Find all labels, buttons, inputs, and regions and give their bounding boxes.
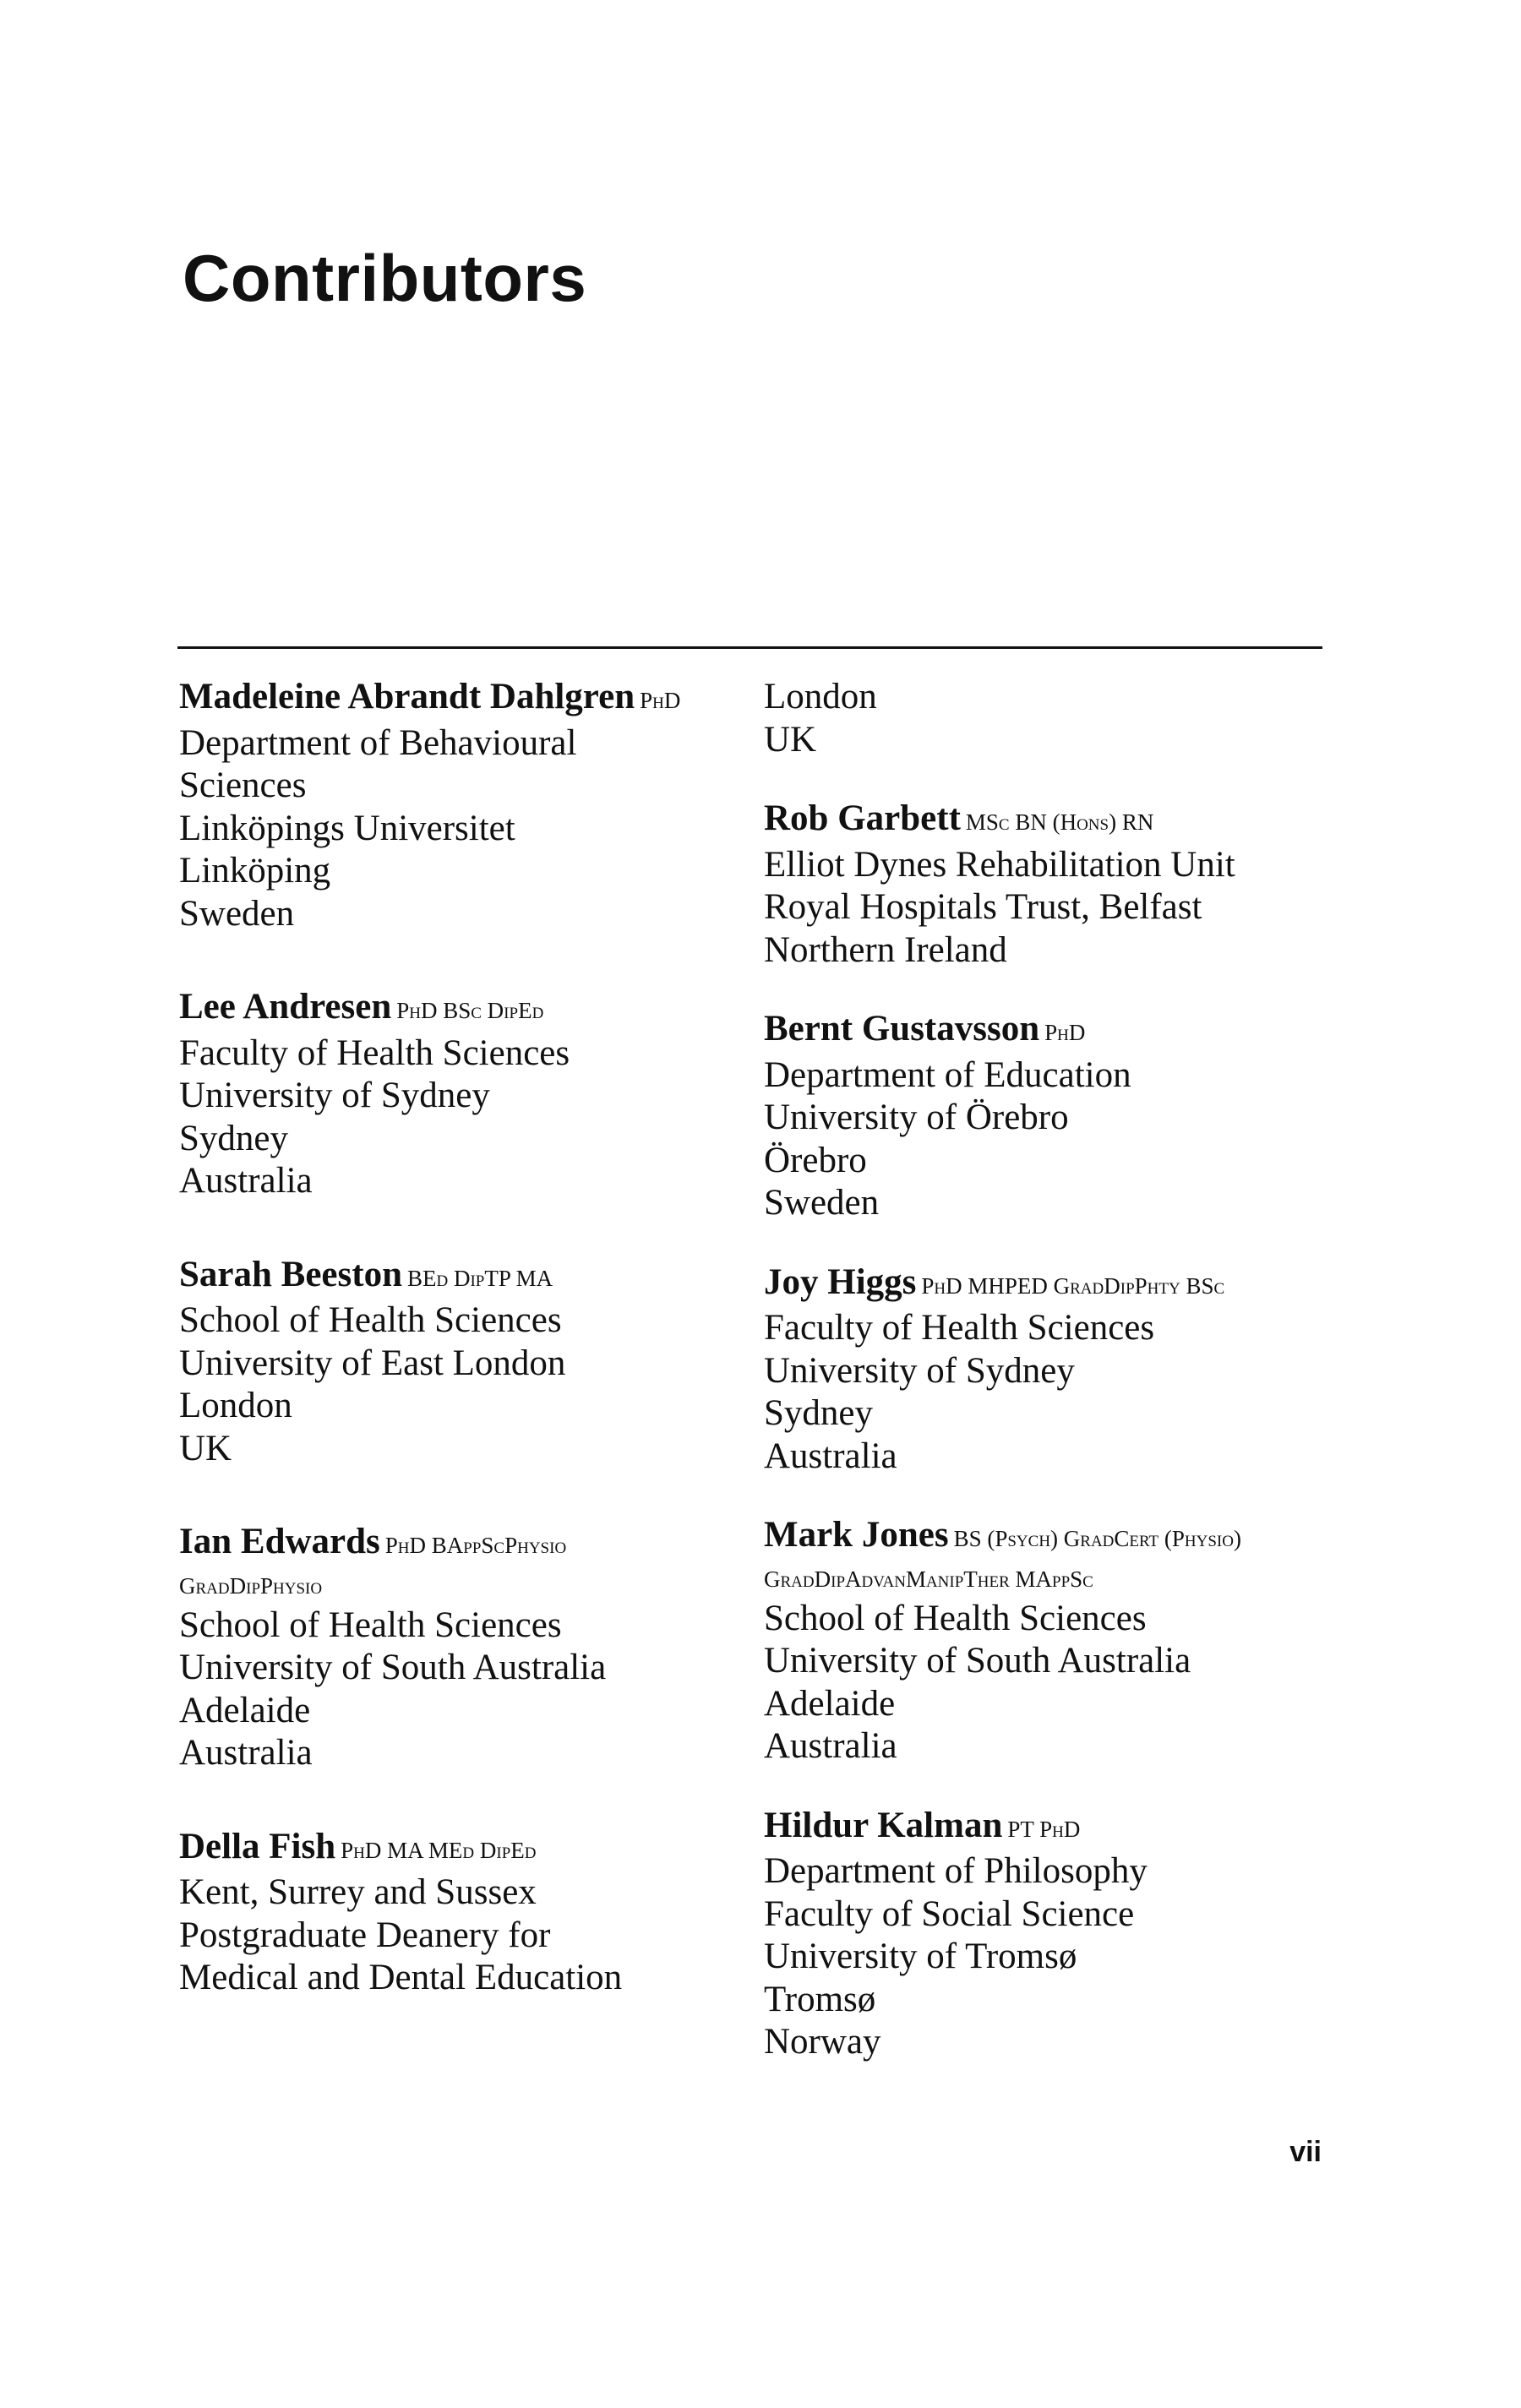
continued-affiliation	[764, 676, 1347, 761]
affiliation-line: Australia	[764, 1436, 897, 1476]
contributor-heading	[764, 1261, 1347, 1308]
contributor-name: Joy Higgs	[764, 1261, 917, 1302]
contributor-entry	[764, 1514, 1347, 1768]
contributor-qualifications: BS (Psych) GradCert (Physio)	[953, 1526, 1241, 1551]
affiliation-line: University of Tromsø	[764, 1937, 1077, 1976]
contributor-name: Ian Edwards	[179, 1522, 380, 1561]
contributor-name: Rob Garbett	[764, 798, 961, 838]
affiliation-line: Norway	[764, 2022, 881, 2062]
contributor-qualifications: PT PhD	[1007, 1816, 1081, 1842]
contributor-qualifications-continued: GradDipPhysio	[179, 1572, 323, 1599]
contributor-heading	[179, 1826, 762, 1872]
contributor-entry	[179, 1826, 762, 2000]
affiliation-line: Linköpings Universitet	[179, 808, 515, 848]
contributor-heading	[179, 1521, 762, 1567]
contributor-entry	[764, 798, 1347, 972]
contributors-right-column	[764, 676, 1347, 2064]
affiliation-line: Australia	[179, 1161, 313, 1201]
contributor-qualifications: PhD MA MEd DipEd	[341, 1837, 537, 1863]
contributor-name: Hildur Kalman	[764, 1805, 1003, 1845]
affiliation-line: Australia	[179, 1733, 313, 1773]
affiliation-line: University of East London	[179, 1343, 566, 1383]
contributor-entry	[764, 1261, 1347, 1479]
contributor-qualifications: MSc BN (Hons) RN	[965, 809, 1154, 835]
affiliation-line: Faculty of Health Sciences	[764, 1308, 1155, 1348]
affiliation-line: UK	[764, 719, 817, 760]
contributor-entry	[179, 986, 762, 1203]
affiliation-line: Medical and Dental Education	[179, 1958, 623, 1997]
contributor-entry	[179, 676, 762, 935]
contributor-name: Mark Jones	[764, 1515, 949, 1555]
contributor-name: Lee Andresen	[179, 987, 392, 1027]
contributor-qualifications: PhD BSc DipEd	[396, 998, 544, 1023]
affiliation-line: UK	[179, 1428, 232, 1468]
affiliation-line: School of Health Sciences	[764, 1598, 1147, 1638]
affiliation-line: Faculty of Health Sciences	[179, 1032, 570, 1073]
affiliation-line: Sydney	[179, 1118, 288, 1158]
affiliation-line: London	[764, 677, 877, 716]
contributor-heading	[179, 1254, 762, 1300]
contributor-qualifications: PhD	[640, 688, 681, 713]
contributor-heading	[764, 1008, 1347, 1054]
affiliation-line: Department of Philosophy	[764, 1851, 1148, 1891]
contributor-qualifications: PhD MHPED GradDipPhty BSc	[921, 1272, 1225, 1299]
affiliation-line: Sydney	[764, 1393, 873, 1433]
affiliation-line: Sweden	[764, 1183, 880, 1223]
affiliation-line: London	[179, 1386, 292, 1425]
contributor-entry	[764, 1805, 1347, 2064]
affiliation-line: Department of Education	[764, 1054, 1131, 1095]
affiliation-line: University of South Australia	[764, 1641, 1191, 1681]
affiliation-line: University of Örebro	[764, 1098, 1069, 1137]
contributor-name: Bernt Gustavsson	[764, 1009, 1040, 1049]
contributor-name: Della Fish	[179, 1826, 336, 1866]
affiliation-line: Faculty of Social Science	[764, 1893, 1135, 1934]
contributor-entry	[179, 1254, 762, 1471]
affiliation-line: School of Health Sciences	[179, 1604, 562, 1645]
affiliation-line: Adelaide	[764, 1683, 896, 1724]
affiliation-line: Linköping	[179, 851, 331, 891]
affiliation-line: Örebro	[764, 1140, 867, 1180]
affiliation-line: School of Health Sciences	[179, 1300, 562, 1340]
affiliation-line: Sweden	[179, 893, 295, 934]
contributor-name: Madeleine Abrandt Dahlgren	[179, 677, 635, 716]
contributor-heading	[764, 798, 1347, 844]
contributor-heading	[179, 986, 762, 1032]
contributor-heading	[179, 676, 762, 722]
affiliation-line: Northern Ireland	[764, 929, 1007, 970]
affiliation-line: Royal Hospitals Trust, Belfast	[764, 887, 1202, 927]
affiliation-line: Tromsø	[764, 1979, 876, 2019]
affiliation-line: Kent, Surrey and Sussex	[179, 1872, 537, 1912]
contributor-heading	[764, 1514, 1347, 1561]
contributor-heading	[764, 1805, 1347, 1851]
contributor-entry	[179, 1521, 762, 1775]
contributor-qualifications-continued: GradDipAdvanManipTher MAppSc	[764, 1566, 1093, 1592]
affiliation-line: Postgraduate Deanery for	[179, 1915, 551, 1955]
page-title: Contributors	[183, 241, 587, 315]
affiliation-line: University of Sydney	[764, 1350, 1075, 1391]
affiliation-line: University of Sydney	[179, 1076, 490, 1115]
affiliation-line: Sciences	[179, 765, 307, 805]
contributor-qualifications: PhD	[1044, 1020, 1086, 1045]
affiliation-line: Adelaide	[179, 1690, 311, 1730]
affiliation-line: Department of Behavioural	[179, 722, 577, 763]
affiliation-line: Elliot Dynes Rehabilitation Unit	[764, 844, 1235, 885]
contributor-entry	[764, 1008, 1347, 1225]
page-number: vii	[1289, 2136, 1322, 2168]
affiliation-line: Australia	[764, 1726, 897, 1766]
affiliation-line: University of South Australia	[179, 1648, 607, 1687]
contributor-name: Sarah Beeston	[179, 1254, 402, 1294]
contributor-qualifications: BEd DipTP MA	[406, 1265, 553, 1291]
horizontal-rule	[177, 646, 1322, 649]
contributors-left-column	[179, 676, 762, 2000]
contributor-qualifications: PhD BAppScPhysio	[384, 1533, 567, 1558]
